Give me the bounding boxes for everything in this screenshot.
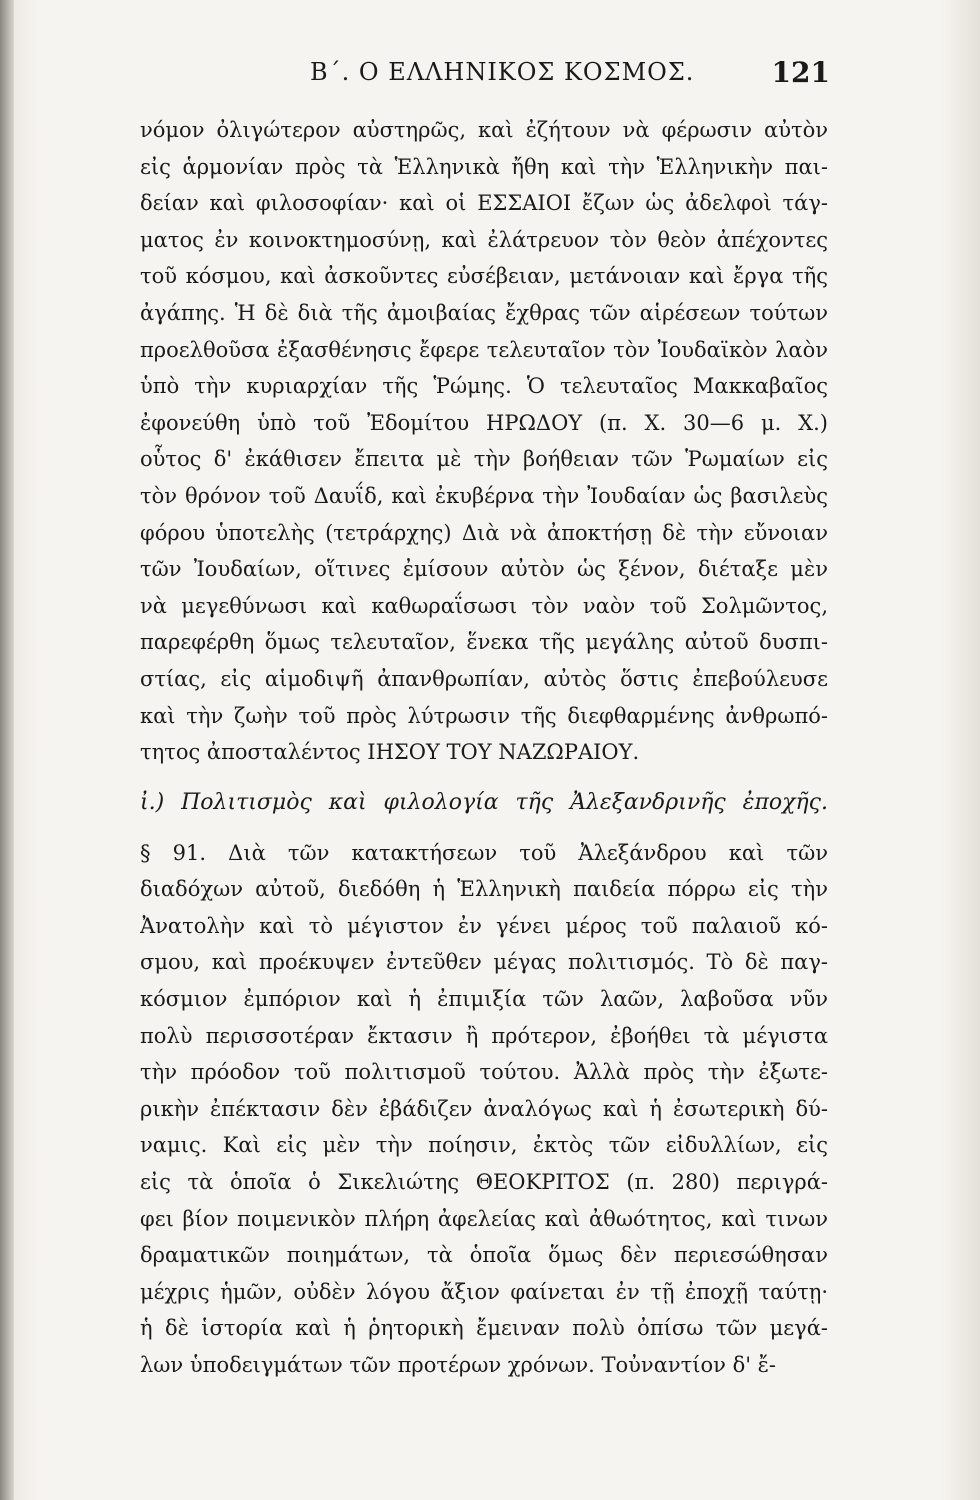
text-line: προελθοῦσα ἐξασθένησις ἔφερε τελευταῖον τὸν Ἰουδαϊκὸν λαὸν bbox=[140, 337, 828, 362]
text-line: δραματικῶν ποιημάτων, τὰ ὁποῖα ὅμως δὲν περιεσώθησαν bbox=[140, 1243, 828, 1268]
text-line: φόρου ὑποτελὴς (τετράρχης) Διὰ νὰ ἀποκτήσῃ δὲ τὴν εὔνοιαν bbox=[140, 520, 828, 545]
text-line: τοῦ κόσμου, καὶ ἀσκοῦντες εὐσέβειαν, μετάνοιαν καὶ ἔργα τῆς bbox=[140, 264, 828, 289]
text-line: τητος ἀποσταλέντος ΙΗΣΟΥ ΤΟΥ ΝΑΖΩΡΑΙΟΥ. bbox=[140, 740, 640, 765]
text-line: παρεφέρθη ὅμως τελευταῖον, ἕνεκα τῆς μεγάλης αὐτοῦ δυσπι- bbox=[140, 630, 828, 655]
text-line: μέχρις ἡμῶν, οὐδὲν λόγου ἄξιον φαίνεται ἐν τῇ ἐποχῇ ταύτῃ· bbox=[140, 1279, 828, 1304]
text-line: νόμον ὀλιγώτερον αὐστηρῶς, καὶ ἐζήτουν νὰ φέρωσιν αὐτὸν bbox=[140, 118, 828, 142]
text-line: δείαν καὶ φιλοσοφίαν· καὶ οἱ ΕΣΣΑΙΟΙ ἔζων ὡς ἀδελφοὶ τάγ- bbox=[140, 191, 828, 216]
text-line: πολὺ περισσοτέραν ἔκτασιν ἢ πρότερον, ἐβοήθει τὰ μέγιστα bbox=[140, 1023, 828, 1048]
text-line: ἡ δὲ ἱστορία καὶ ἡ ῥητορικὴ ἔμειναν πολὺ ὀπίσω τῶν μεγά- bbox=[140, 1316, 828, 1341]
section-subheading: ἰ.) Πολιτισμὸς καὶ φιλολογία τῆς Ἀλεξανδρινῆς ἐποχῆς. bbox=[140, 789, 828, 815]
text-line: φει βίον ποιμενικὸν πλήρη ἀφελείας καὶ ἀθωότητος, καὶ τινων bbox=[140, 1206, 828, 1231]
text-line: ἐφονεύθη ὑπὸ τοῦ Ἐδομίτου ΗΡΩΔΟΥ (π. Χ. 30—6 μ. Χ.) bbox=[140, 410, 828, 435]
text-line: ὑπὸ τὴν κυριαρχίαν τῆς Ῥώμης. Ὁ τελευταῖος Μακκαβαῖος bbox=[140, 374, 828, 399]
text-line: τὸν θρόνον τοῦ Δαυΐδ, καὶ ἐκυβέρνα τὴν Ἰουδαίαν ὡς βασιλεὺς bbox=[140, 483, 828, 508]
section-herod bbox=[140, 112, 828, 771]
text-line: τῶν Ἰουδαίων, οἵτινες ἐμίσουν αὐτὸν ὡς ξένον, διέταξε μὲν bbox=[140, 557, 828, 582]
text-line: Ἀνατολὴν καὶ τὸ μέγιστον ἐν γένει μέρος τοῦ παλαιοῦ κό- bbox=[140, 913, 828, 938]
text-line: ναμις. Καὶ εἰς μὲν τὴν ποίησιν, ἐκτὸς τῶν εἰδυλλίων, εἰς bbox=[140, 1133, 828, 1158]
text-line: καὶ τὴν ζωὴν τοῦ πρὸς λύτρωσιν τῆς διεφθαρμένης ἀνθρωπό- bbox=[140, 703, 828, 728]
text-line: εἰς ἁρμονίαν πρὸς τὰ Ἑλληνικὰ ἤθη καὶ τὴν Ἑλληνικὴν παι- bbox=[140, 154, 828, 179]
page-number: 121 bbox=[771, 56, 830, 89]
text-line: οὗτος δ' ἐκάθισεν ἔπειτα μὲ τὴν βοήθειαν τῶν Ῥωμαίων εἰς bbox=[140, 447, 828, 472]
text-line: τὴν πρόοδον τοῦ πολιτισμοῦ τούτου. Ἀλλὰ πρὸς τὴν ἐξωτε- bbox=[140, 1060, 828, 1085]
text-line: ματος ἐν κοινοκτημοσύνῃ, καὶ ἐλάτρευον τὸν θεὸν ἀπέχοντες bbox=[140, 227, 828, 252]
text-line: § 91. Διὰ τῶν κατακτήσεων τοῦ Ἀλεξάνδρου καὶ τῶν bbox=[140, 840, 828, 865]
page-header bbox=[140, 56, 830, 96]
body-text bbox=[140, 112, 828, 1384]
text-line: νὰ μεγεθύνωσι καὶ καθωραΐσωσι τὸν ναὸν τοῦ Σολμῶντος, bbox=[140, 593, 828, 618]
text-line: εἰς τὰ ὁποῖα ὁ Σικελιώτης ΘΕΟΚΡΙΤΟΣ (π. 280) περιγρά- bbox=[140, 1170, 828, 1195]
text-line: σμου, καὶ προέκυψεν ἐντεῦθεν μέγας πολιτισμός. Τὸ δὲ παγ- bbox=[140, 950, 828, 975]
running-head: Β΄. Ο ΕΛΛΗΝΙΚΟΣ ΚΟΣΜΟΣ. bbox=[310, 58, 695, 86]
text-line: κόσμιον ἐμπόριον καὶ ἡ ἐπιμιξία τῶν λαῶν, λαβοῦσα νῦν bbox=[140, 987, 828, 1012]
section-alexandrian-culture bbox=[140, 835, 828, 1384]
text-line: λων ὑποδειγμάτων τῶν προτέρων χρόνων. Τοὐναντίον δ' ἔ- bbox=[140, 1353, 777, 1377]
binding-edge bbox=[0, 0, 14, 1500]
text-line: ρικὴν ἐπέκτασιν δὲν ἐβάδιζεν ἀναλόγως καὶ ἡ ἐσωτερικὴ δύ- bbox=[140, 1096, 828, 1121]
text-line: στίας, εἰς αἱμοδιψῆ ἀπανθρωπίαν, αὐτὸς ὅστις ἐπεβούλευσε bbox=[140, 666, 828, 691]
text-line: διαδόχων αὐτοῦ, διεδόθη ἡ Ἑλληνικὴ παιδεία πόρρω εἰς τὴν bbox=[140, 877, 828, 902]
text-line: ἀγάπης. Ἡ δὲ διὰ τῆς ἀμοιβαίας ἔχθρας τῶν αἱρέσεων τούτων bbox=[140, 300, 828, 325]
